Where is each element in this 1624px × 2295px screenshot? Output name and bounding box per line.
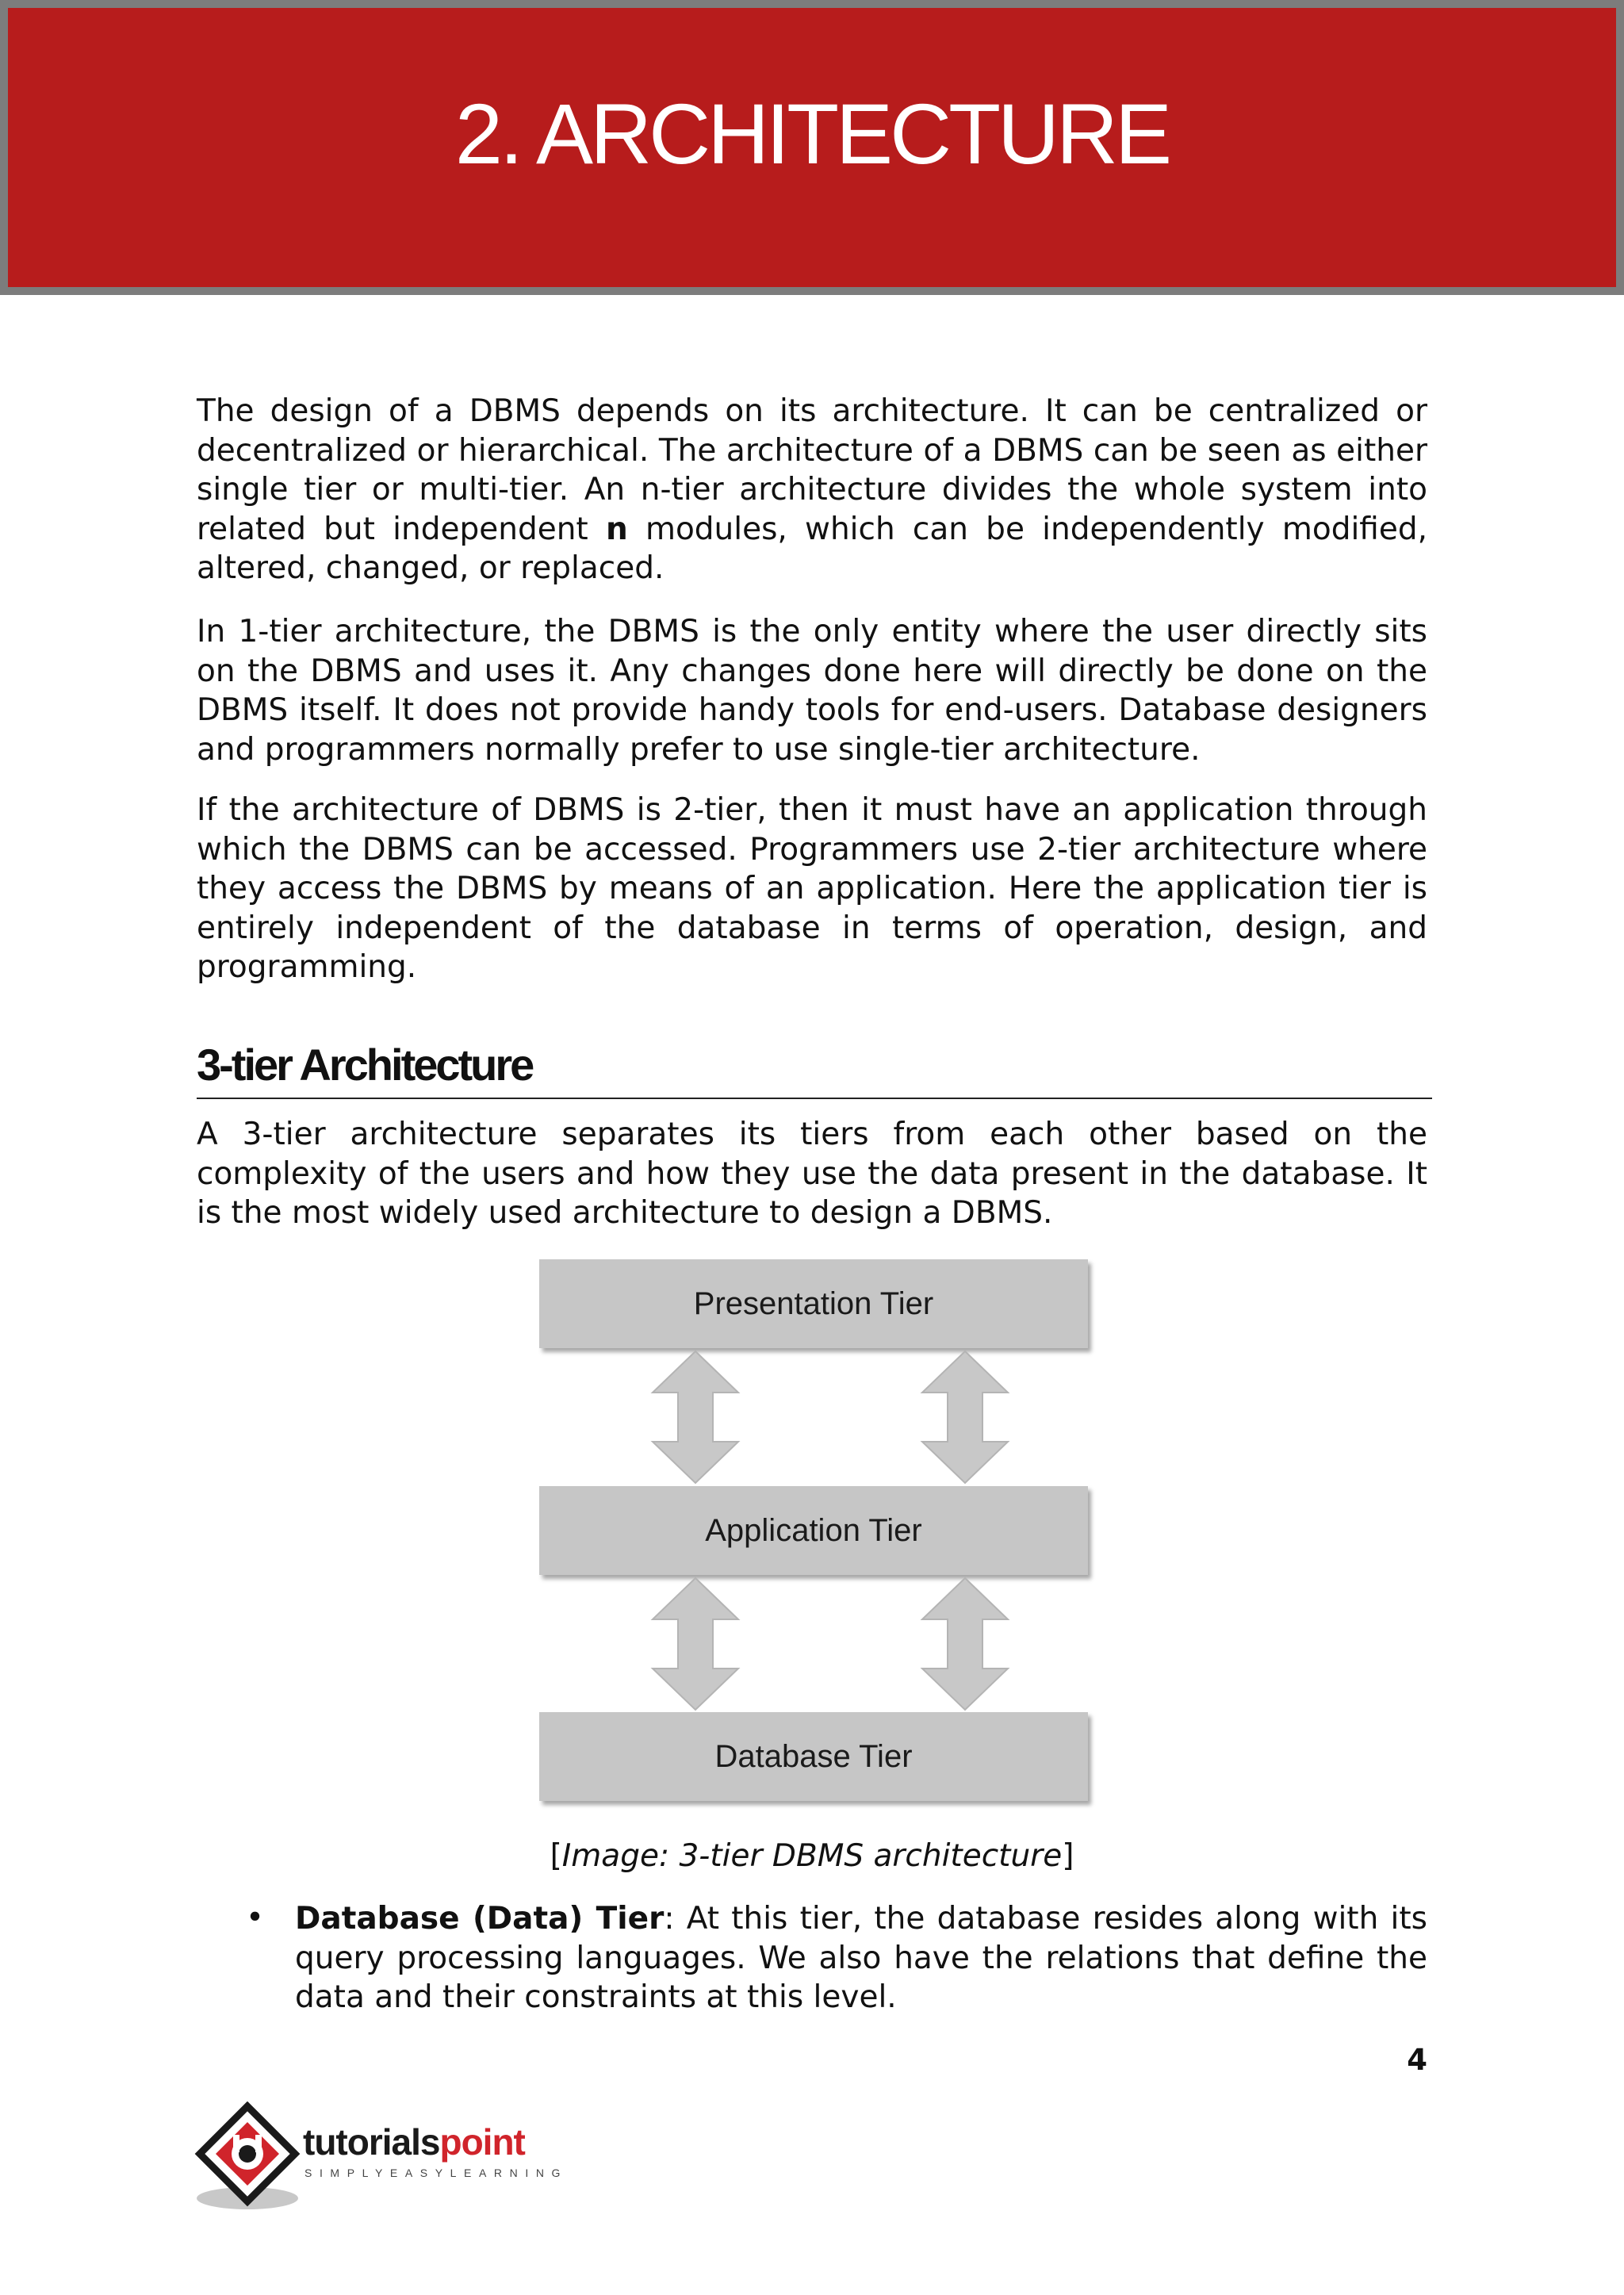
logo-word-point: point <box>439 2121 525 2163</box>
paragraph-2-tier: If the architecture of DBMS is 2-tier, then it must have an application through which the DBMS can be accessed. Programmers use 2-tier architecture where they access the DBMS by means of an application. Here the application tier is entirely independent of the database in terms of operation, design, and programming. <box>197 792 1427 985</box>
caption-open-bracket: [ <box>550 1838 562 1874</box>
caption-text: Image: 3-tier DBMS architecture <box>561 1838 1063 1874</box>
logo-wordmark <box>303 2121 525 2163</box>
paragraph-intro-text-1: The design of a DBMS depends on its architecture. It can be centralized or decentralized or hierarchical. The architecture of a DBMS can be seen as either single tier or multi-tier. An n-tier architecture divides the whole system into related but independent <box>197 393 1427 547</box>
double-arrow-icon <box>917 1348 1013 1486</box>
database-tier-box: Database Tier <box>539 1712 1088 1801</box>
chapter-title: 2. ARCHITECTURE <box>454 86 1170 182</box>
section-heading-block <box>197 1033 1432 1099</box>
double-arrow-icon <box>648 1348 743 1486</box>
tutorialspoint-logo-icon <box>193 2102 304 2213</box>
caption-close-bracket: ] <box>1062 1838 1074 1874</box>
presentation-tier-box: Presentation Tier <box>539 1259 1088 1348</box>
page-number: 4 <box>1407 2043 1427 2077</box>
logo-word-tutorials: tutorials <box>303 2121 440 2163</box>
double-arrow-icon <box>917 1575 1013 1713</box>
paragraph-intro <box>197 392 1427 588</box>
bullet-term: Database (Data) Tier <box>295 1901 665 1937</box>
bullet-text: : At this tier, the database resides along with its query processing languages. We also have the relations that define the data and their constraints at this level. <box>295 1901 1427 2015</box>
bullet-point-icon: • <box>246 1900 265 1936</box>
bullet-database-tier <box>295 1899 1427 2017</box>
section-title: 3-tier Architecture <box>197 1040 533 1090</box>
application-tier-box: Application Tier <box>539 1486 1088 1575</box>
paragraph-1-tier: In 1-tier architecture, the DBMS is the only entity where the user directly sits on the DBMS and uses it. Any changes done here will directly be done on the DBMS itself. It does not provide handy tools for end-users. Database designers and programmers normally prefer to use single-tier architecture. <box>197 614 1427 768</box>
bold-n: n <box>605 511 628 547</box>
chapter-header <box>0 0 1624 295</box>
double-arrow-icon <box>648 1575 743 1713</box>
tutorialspoint-logo <box>193 2102 574 2213</box>
image-caption <box>0 1837 1624 1875</box>
logo-tagline: SIMPLYEASYLEARNING <box>304 2167 569 2179</box>
paragraph-intro-text-2: modules, which can be independently modified, altered, changed, or replaced. <box>197 511 1428 586</box>
paragraph-3-tier-intro: A 3-tier architecture separates its tiers from each other based on the complexity of the users and how they use the data present in the database. It is the most widely used architecture to design a DBMS. <box>197 1117 1427 1231</box>
three-tier-diagram <box>539 1259 1094 1806</box>
